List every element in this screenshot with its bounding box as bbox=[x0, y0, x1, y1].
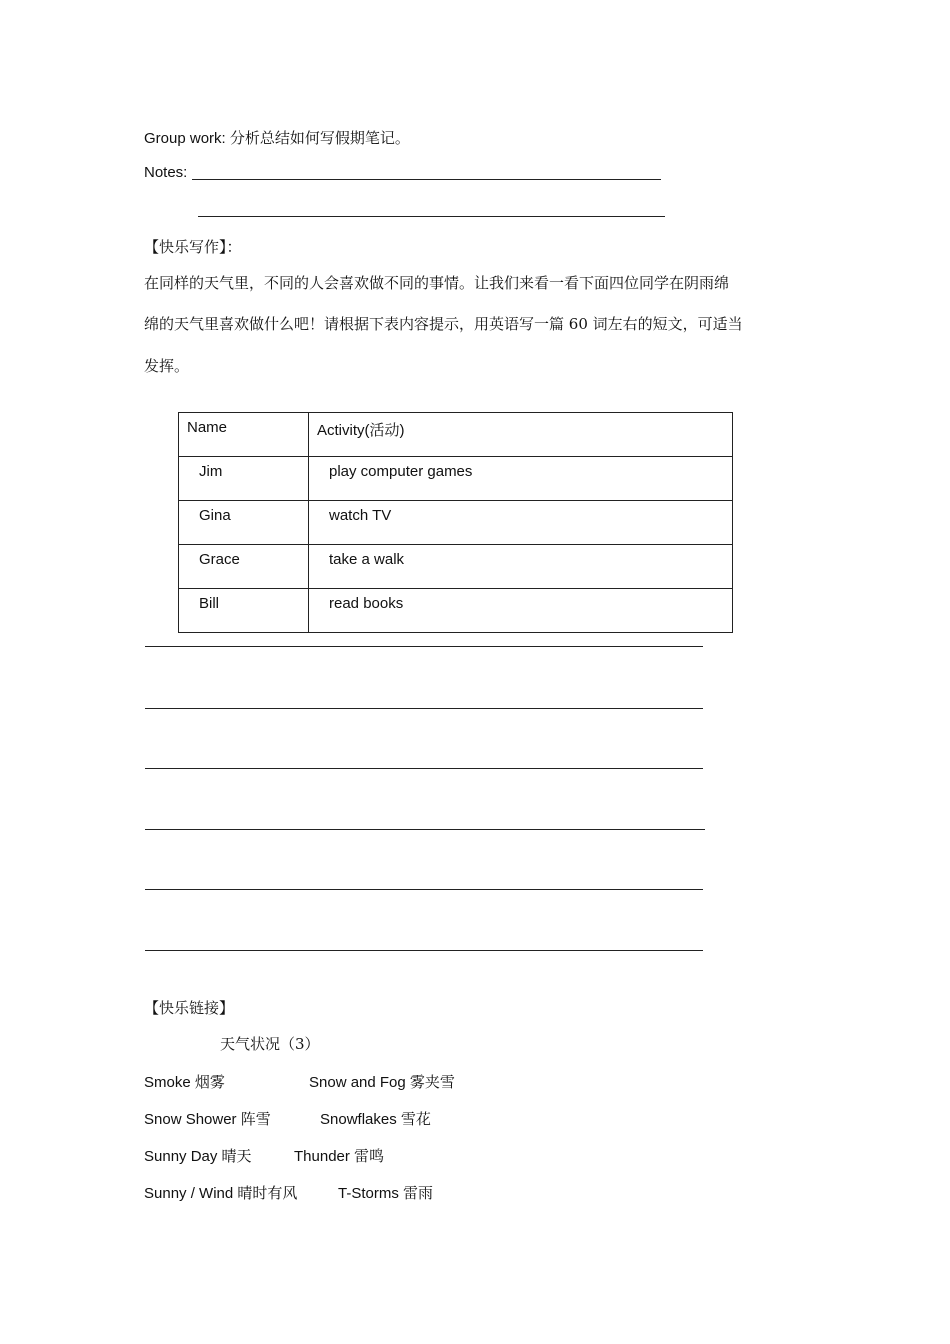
group-work-line bbox=[144, 127, 410, 148]
group-work-label: Group work: bbox=[144, 130, 226, 147]
table-cell-activity: watch TV bbox=[309, 501, 733, 545]
notes-answer-line-1[interactable] bbox=[192, 179, 661, 180]
vocab-item: Thunder 雷鸣 bbox=[294, 1148, 385, 1165]
vocab-item: Sunny Day 晴天 bbox=[144, 1148, 252, 1165]
writing-answer-line-1[interactable] bbox=[145, 646, 703, 647]
writing-instruction-line-2: 绵的天气里喜欢做什么吧！请根据下表内容提示，用英语写一篇 60 词左右的短文，可适当 bbox=[144, 315, 743, 333]
vocab-item: Snow and Fog 雾夹雪 bbox=[309, 1074, 455, 1091]
link-heading: 【快乐链接】 bbox=[144, 999, 235, 1017]
vocab-item: Sunny / Wind 晴时有风 bbox=[144, 1185, 298, 1202]
notes-answer-line-2[interactable] bbox=[198, 216, 665, 217]
vocab-item: Smoke 烟雾 bbox=[144, 1074, 225, 1091]
table-row bbox=[179, 545, 733, 589]
writing-instruction-line-1: 在同样的天气里，不同的人会喜欢做不同的事情。让我们来看一看下面四位同学在阴雨绵 bbox=[144, 274, 730, 292]
table-header-name: Name bbox=[179, 413, 309, 457]
table-header-row bbox=[179, 413, 733, 457]
table-cell-name: Gina bbox=[179, 501, 309, 545]
table-row bbox=[179, 457, 733, 501]
table-cell-activity: take a walk bbox=[309, 545, 733, 589]
writing-answer-line-3[interactable] bbox=[145, 768, 703, 769]
table-cell-name: Bill bbox=[179, 589, 309, 633]
table-cell-name: Jim bbox=[179, 457, 309, 501]
writing-answer-line-6[interactable] bbox=[145, 950, 703, 951]
vocab-item: Snow Shower 阵雪 bbox=[144, 1111, 271, 1128]
table-cell-name: Grace bbox=[179, 545, 309, 589]
notes-label: Notes: bbox=[144, 164, 188, 181]
table-cell-activity: read books bbox=[309, 589, 733, 633]
table-header-activity: Activity(活动) bbox=[309, 413, 733, 457]
writing-answer-line-2[interactable] bbox=[145, 708, 703, 709]
vocab-item: Snowflakes 雪花 bbox=[320, 1111, 431, 1128]
writing-instruction-line-3: 发挥。 bbox=[144, 357, 190, 375]
writing-answer-line-5[interactable] bbox=[145, 889, 703, 890]
writing-heading: 【快乐写作】： bbox=[144, 238, 242, 256]
link-subheading: 天气状况（3） bbox=[220, 1035, 320, 1053]
activity-table bbox=[178, 412, 733, 633]
table-cell-activity: play computer games bbox=[309, 457, 733, 501]
vocab-item: T-Storms 雷雨 bbox=[338, 1185, 434, 1202]
writing-answer-line-4[interactable] bbox=[145, 829, 705, 830]
group-work-text: 分析总结如何写假期笔记。 bbox=[229, 129, 410, 147]
table-row bbox=[179, 501, 733, 545]
table-row bbox=[179, 589, 733, 633]
